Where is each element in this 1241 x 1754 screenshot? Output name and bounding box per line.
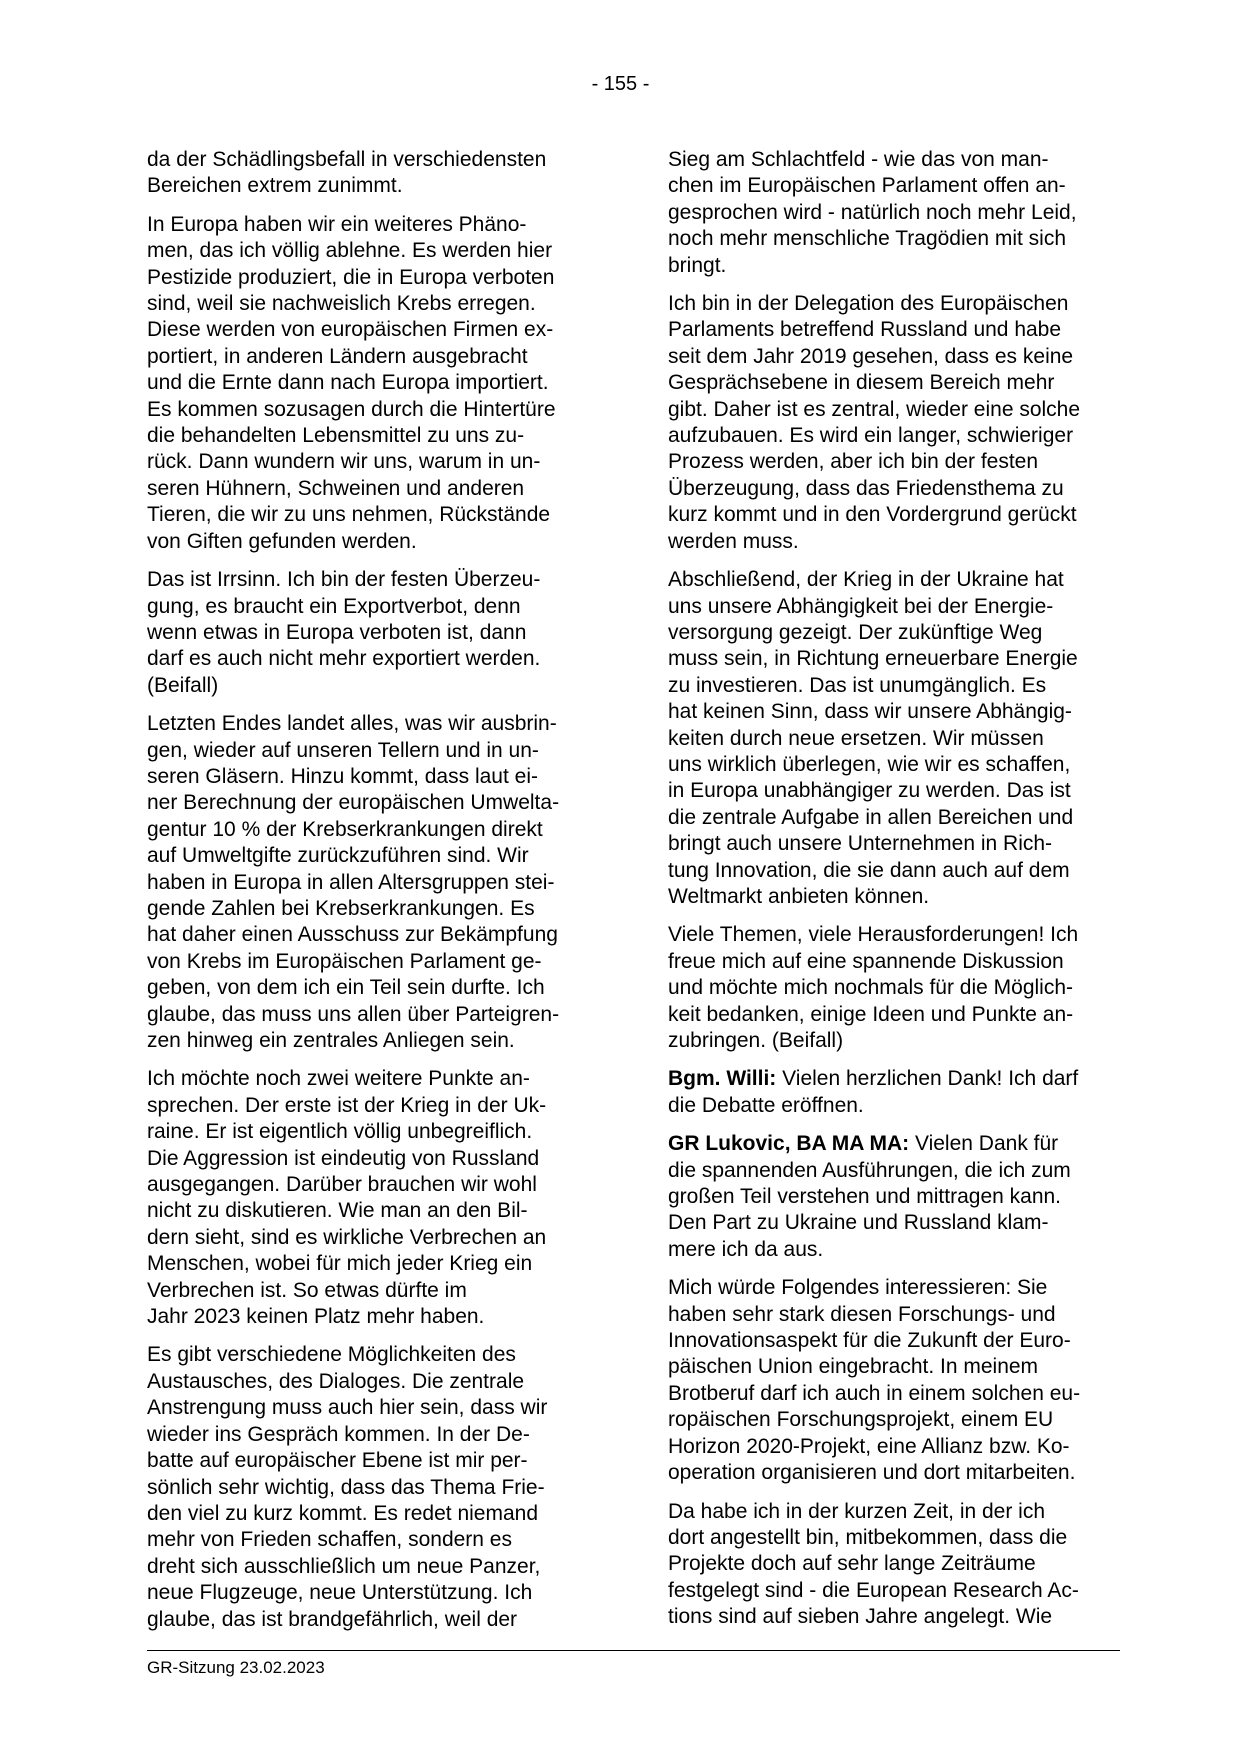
page-number: - 155 - — [591, 73, 650, 95]
paragraph: Abschließend, der Krieg in der Ukraine hat uns unsere Abhängigkeit bei der Energie- versorgung gezeigt. Der zukünftige Weg muss sein, in Richtung erneuerbare Energie zu investieren. Das ist unumgänglich. Es hat keinen Sinn, dass wir unsere Abhängig- keiten durch neue ersetzen. Wir müssen uns wirklich überlegen, wie wir es schaffen, in Europa unabhängiger zu werden. Das ist die zentrale Aufgabe in allen Bereichen und bringt auch unsere Unternehmen in Rich- tung Innovation, die sie dann auch auf dem Weltmarkt anbieten können. — [668, 568, 1078, 908]
paragraph: Viele Themen, viele Herausforderungen! Ich freue mich auf eine spannende Diskussion und möchte mich nochmals für die Möglich- keit bedanken, einige Ideen und Punkte an- zubringen. (Beifall) — [668, 923, 1079, 1052]
footer-text: GR-Sitzung 23.02.2023 — [147, 1658, 325, 1677]
paragraph: Ich bin in der Delegation des Europäischen Parlaments betreffend Russland und habe seit dem Jahr 2019 gesehen, dass es keine Gesprächsebene in diesem Bereich mehr gibt. Daher ist es zentral, wieder eine solche aufzubauen. Es wird ein langer, schwieriger Prozess werden, aber ich bin der festen Überzeugung, dass das Friedensthema zu kurz kommt und in den Vordergrund gerückt werden muss. — [668, 292, 1081, 553]
right-column — [668, 147, 1120, 1643]
paragraph: Sieg am Schlachtfeld - wie das von man- chen im Europäischen Parlament offen an- gesprochen wird - natürlich noch mehr Leid, noch mehr menschliche Tragödien mit sich bringt. — [668, 148, 1077, 277]
speaker-name: Bgm. Willi: — [668, 1067, 777, 1091]
left-column — [147, 147, 601, 1645]
paragraph: Letzten Endes landet alles, was wir ausbrin- gen, wieder auf unseren Tellern und in un- seren Gläsern. Hinzu kommt, dass laut ei- ner Berechnung der europäischen Umwelta- gentur 10 % der Krebserkrankungen direkt auf Umweltgifte zurückzuführen sind. Wir haben in Europa in allen Altersgruppen stei- gende Zahlen bei Krebserkrankungen. Es hat daher einen Ausschuss zur Bekämpfung von Krebs im Europäischen Parlament ge- geben, von dem ich ein Teil sein durfte. Ich glaube, das muss uns allen über Parteigren- zen hinweg ein zentrales Anliegen sein. — [147, 712, 560, 1052]
speaker-paragraph — [668, 1066, 1120, 1119]
speaker-name: GR Lukovic, BA MA MA: — [668, 1132, 910, 1156]
paragraph: In Europa haben wir ein weiteres Phäno- men, das ich völlig ablehne. Es werden hier Pestizide produziert, die in Europa verboten sind, weil sie nachweislich Krebs erregen. Diese werden von europäischen Firmen ex- portiert, in anderen Ländern ausgebracht und die Ernte dann nach Europa importiert. Es kommen sozusagen durch die Hintertüre die behandelten Lebensmittel zu uns zu- rück. Dann wundern wir uns, warum in un- seren Hühnern, Schweinen und anderen Tieren, die wir zu uns nehmen, Rückstände von Giften gefunden werden. — [147, 212, 556, 553]
paragraph: Mich würde Folgendes interessieren: Sie haben sehr stark diesen Forschungs- und Innovationsaspekt für die Zukunft der Euro- päischen Union eingebracht. In meinem Brotberuf darf ich auch in einem solchen eu- ropäischen Forschungsprojekt, einem EU Horizon 2020-Projekt, eine Allianz bzw. Ko- operation organisieren und dort mitarbeiten. — [668, 1276, 1081, 1485]
paragraph: Ich möchte noch zwei weitere Punkte an- sprechen. Der erste ist der Krieg in der Uk- raine. Er ist eigentlich völlig unbegreiflich. Die Aggression ist eindeutig von Russland ausgegangen. Darüber brauchen wir wohl nicht zu diskutieren. Wie man an den Bil- dern sieht, sind es wirkliche Verbrechen an Menschen, wobei für mich jeder Krieg ein Verbrechen ist. So etwas dürfte im Jahr 2023 keinen Platz mehr haben. — [147, 1067, 547, 1329]
speaker-text: Vielen herzlichen Dank! Ich darf die Debatte eröffnen. — [668, 1067, 1079, 1117]
paragraph: Da habe ich in der kurzen Zeit, in der ich dort angestellt bin, mitbekommen, dass die Projekte doch auf sehr lange Zeiträume festgelegt sind - die European Research Ac- tions sind auf sieben Jahre angelegt. Wie — [668, 1499, 1079, 1629]
paragraph: Das ist Irrsinn. Ich bin der festen Überzeu- gung, es braucht ein Exportverbot, denn wenn etwas in Europa verboten ist, dann darf es auch nicht mehr exportiert werden. (Beifall) — [147, 568, 541, 697]
speaker-paragraph — [668, 1131, 1120, 1263]
paragraph: Es gibt verschiedene Möglichkeiten des Austausches, des Dialoges. Die zentrale Anstrengung muss auch hier sein, dass wir wieder ins Gespräch kommen. In der De- batte auf europäischer Ebene ist mir per- sönlich sehr wichtig, dass das Thema Frie- den viel zu kurz kommt. Es redet niemand mehr von Frieden schaffen, sondern es dreht sich ausschließlich um neue Panzer, neue Flugzeuge, neue Unterstützung. Ich glaube, das ist brandgefährlich, weil der — [147, 1343, 548, 1631]
speaker-text: Vielen Dank für die spannenden Ausführungen, die ich zum großen Teil verstehen und mittragen kann. Den Part zu Ukraine und Russland klam- mere ich da aus. — [668, 1132, 1071, 1261]
footer-divider — [147, 1650, 1120, 1651]
paragraph: da der Schädlingsbefall in verschiedensten Bereichen extrem zunimmt. — [147, 148, 547, 198]
